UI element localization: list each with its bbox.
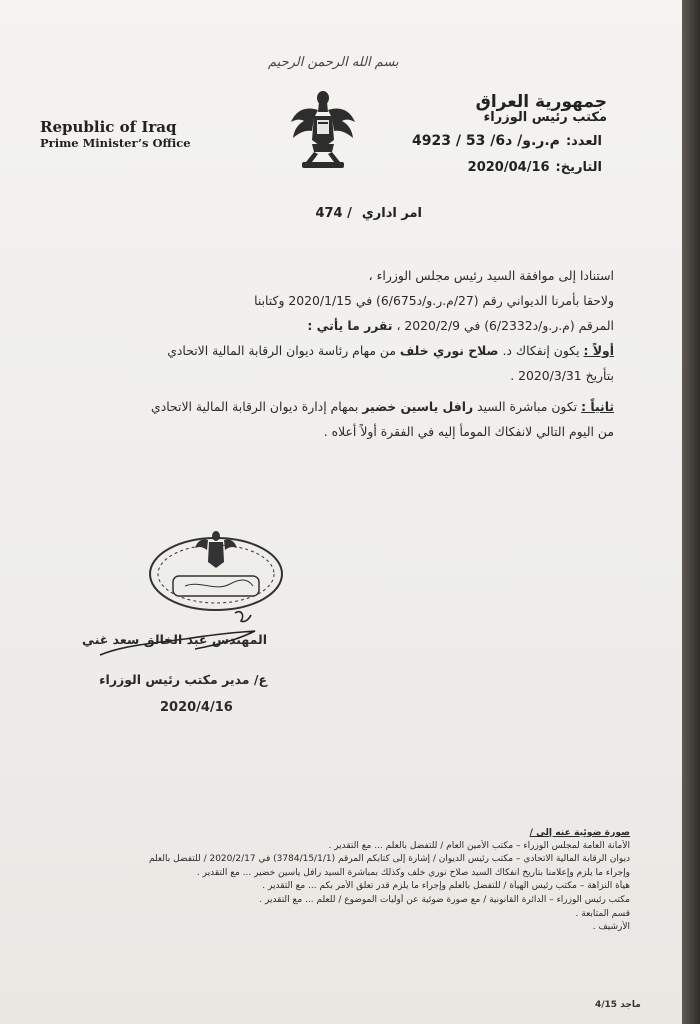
- intro-line: ولاحقا بأمرنا الديواني رقم (27/م.ر.و/د6/675) في 2020/1/15 وكتابنا: [254, 293, 614, 308]
- cc-list: [95, 826, 630, 935]
- cc-item: مكتب رئيس الوزراء – الدائرة القانونية / مع صورة ضوئية عن أوليات الموضوع / للعلم ... مع التقدير .: [259, 894, 630, 905]
- typist-footer: ماجد 4/15: [595, 1000, 641, 1010]
- cc-item: هيأة النزاهة – مكتب رئيس الهيأة / للتفضل بالعلم وإجراء ما يلزم قدر تعلق الأمر بكم ... مع التقدير .: [262, 881, 630, 892]
- cc-item: قسم المتابعة .: [575, 908, 630, 919]
- date-label: التاريخ:: [555, 160, 602, 175]
- item-first-label: أولاً :: [583, 343, 614, 358]
- cc-item: ديوان الرقابة المالية الاتحادي – مكتب رئيس الديوان / إشارة إلى كتابكم المرقم (3784/15/1/1) في 2020/2/17 / للتفضل بالعلم: [148, 854, 630, 865]
- reference-label: العدد:: [565, 134, 602, 149]
- item-first-continued: بتأريخ 2020/3/31 .: [510, 368, 614, 383]
- decision-phrase: تقرر ما يأتي :: [307, 318, 393, 333]
- administrative-order-heading: [315, 206, 422, 221]
- letterhead-arabic-title: جمهورية العراق: [475, 92, 607, 112]
- item-second: ثانياً : تكون مباشرة السيد رافل ياسين خضير بمهام إدارة ديوان الرقابة المالية الاتحادي: [151, 399, 614, 414]
- cc-item: الأرشيف .: [592, 922, 630, 933]
- cc-header: صورة ضوئية عنه إلى /: [529, 827, 630, 838]
- reference-number-row: [412, 133, 602, 149]
- basmala-calligraphy: بسم الله الرحمن الرحيم: [268, 55, 399, 70]
- signatory-title: ع/ مدير مكتب رئيس الوزراء: [99, 672, 267, 687]
- person-name-rafel: رافل ياسين خضير: [362, 399, 474, 414]
- letterhead-english-title: Republic of Iraq: [40, 118, 177, 136]
- iraq-eagle-emblem-icon: [288, 88, 358, 174]
- signatory-name: المهندس عبد الخالق سعد غني: [82, 632, 267, 647]
- person-name-salah: صلاح نوري خلف: [399, 343, 499, 358]
- cc-item: وإجراء ما يلزم وإعلامنا بتاريخ انفكاك السيد صلاح نوري خلف وكذلك بمباشرة السيد رافل ياسين خضير ... مع التقدير .: [196, 867, 630, 878]
- reference-value: م.ر.و/ د6/ 53 / 4923: [412, 133, 560, 149]
- item-second-continued: من اليوم التالي لانفكاك المومأ إليه في الفقرة أولاً أعلاه .: [323, 424, 614, 439]
- letterhead-english-subtitle: Prime Minister’s Office: [40, 136, 191, 150]
- signature-date: 2020/4/16: [160, 700, 233, 715]
- official-seal-stamp: [145, 522, 287, 614]
- order-number: / 474: [315, 206, 352, 221]
- cc-item: الأمانة العامة لمجلس الوزراء – مكتب الأمين العام / للتفضل بالعلم ... مع التقدير .: [328, 840, 630, 851]
- intro-line: المرقم (م.ر.و/د6/2332) في 2020/2/9 ، تقرر ما يأتي :: [307, 318, 614, 333]
- date-row: [468, 160, 602, 175]
- order-label: امر اداري: [361, 206, 422, 221]
- order-body: [60, 263, 614, 444]
- item-second-label: ثانياً :: [581, 399, 614, 414]
- intro-line: استنادا إلى موافقة السيد رئيس مجلس الوزراء ،: [368, 268, 614, 283]
- letterhead-arabic-subtitle: مكتب رئيس الوزراء: [483, 110, 607, 125]
- item-first: أولاً : يكون إنفكاك د. صلاح نوري خلف من مهام رئاسة ديوان الرقابة المالية الاتحادي: [167, 343, 614, 358]
- background-edge: [682, 0, 700, 1024]
- date-value: 2020/04/16: [467, 160, 550, 175]
